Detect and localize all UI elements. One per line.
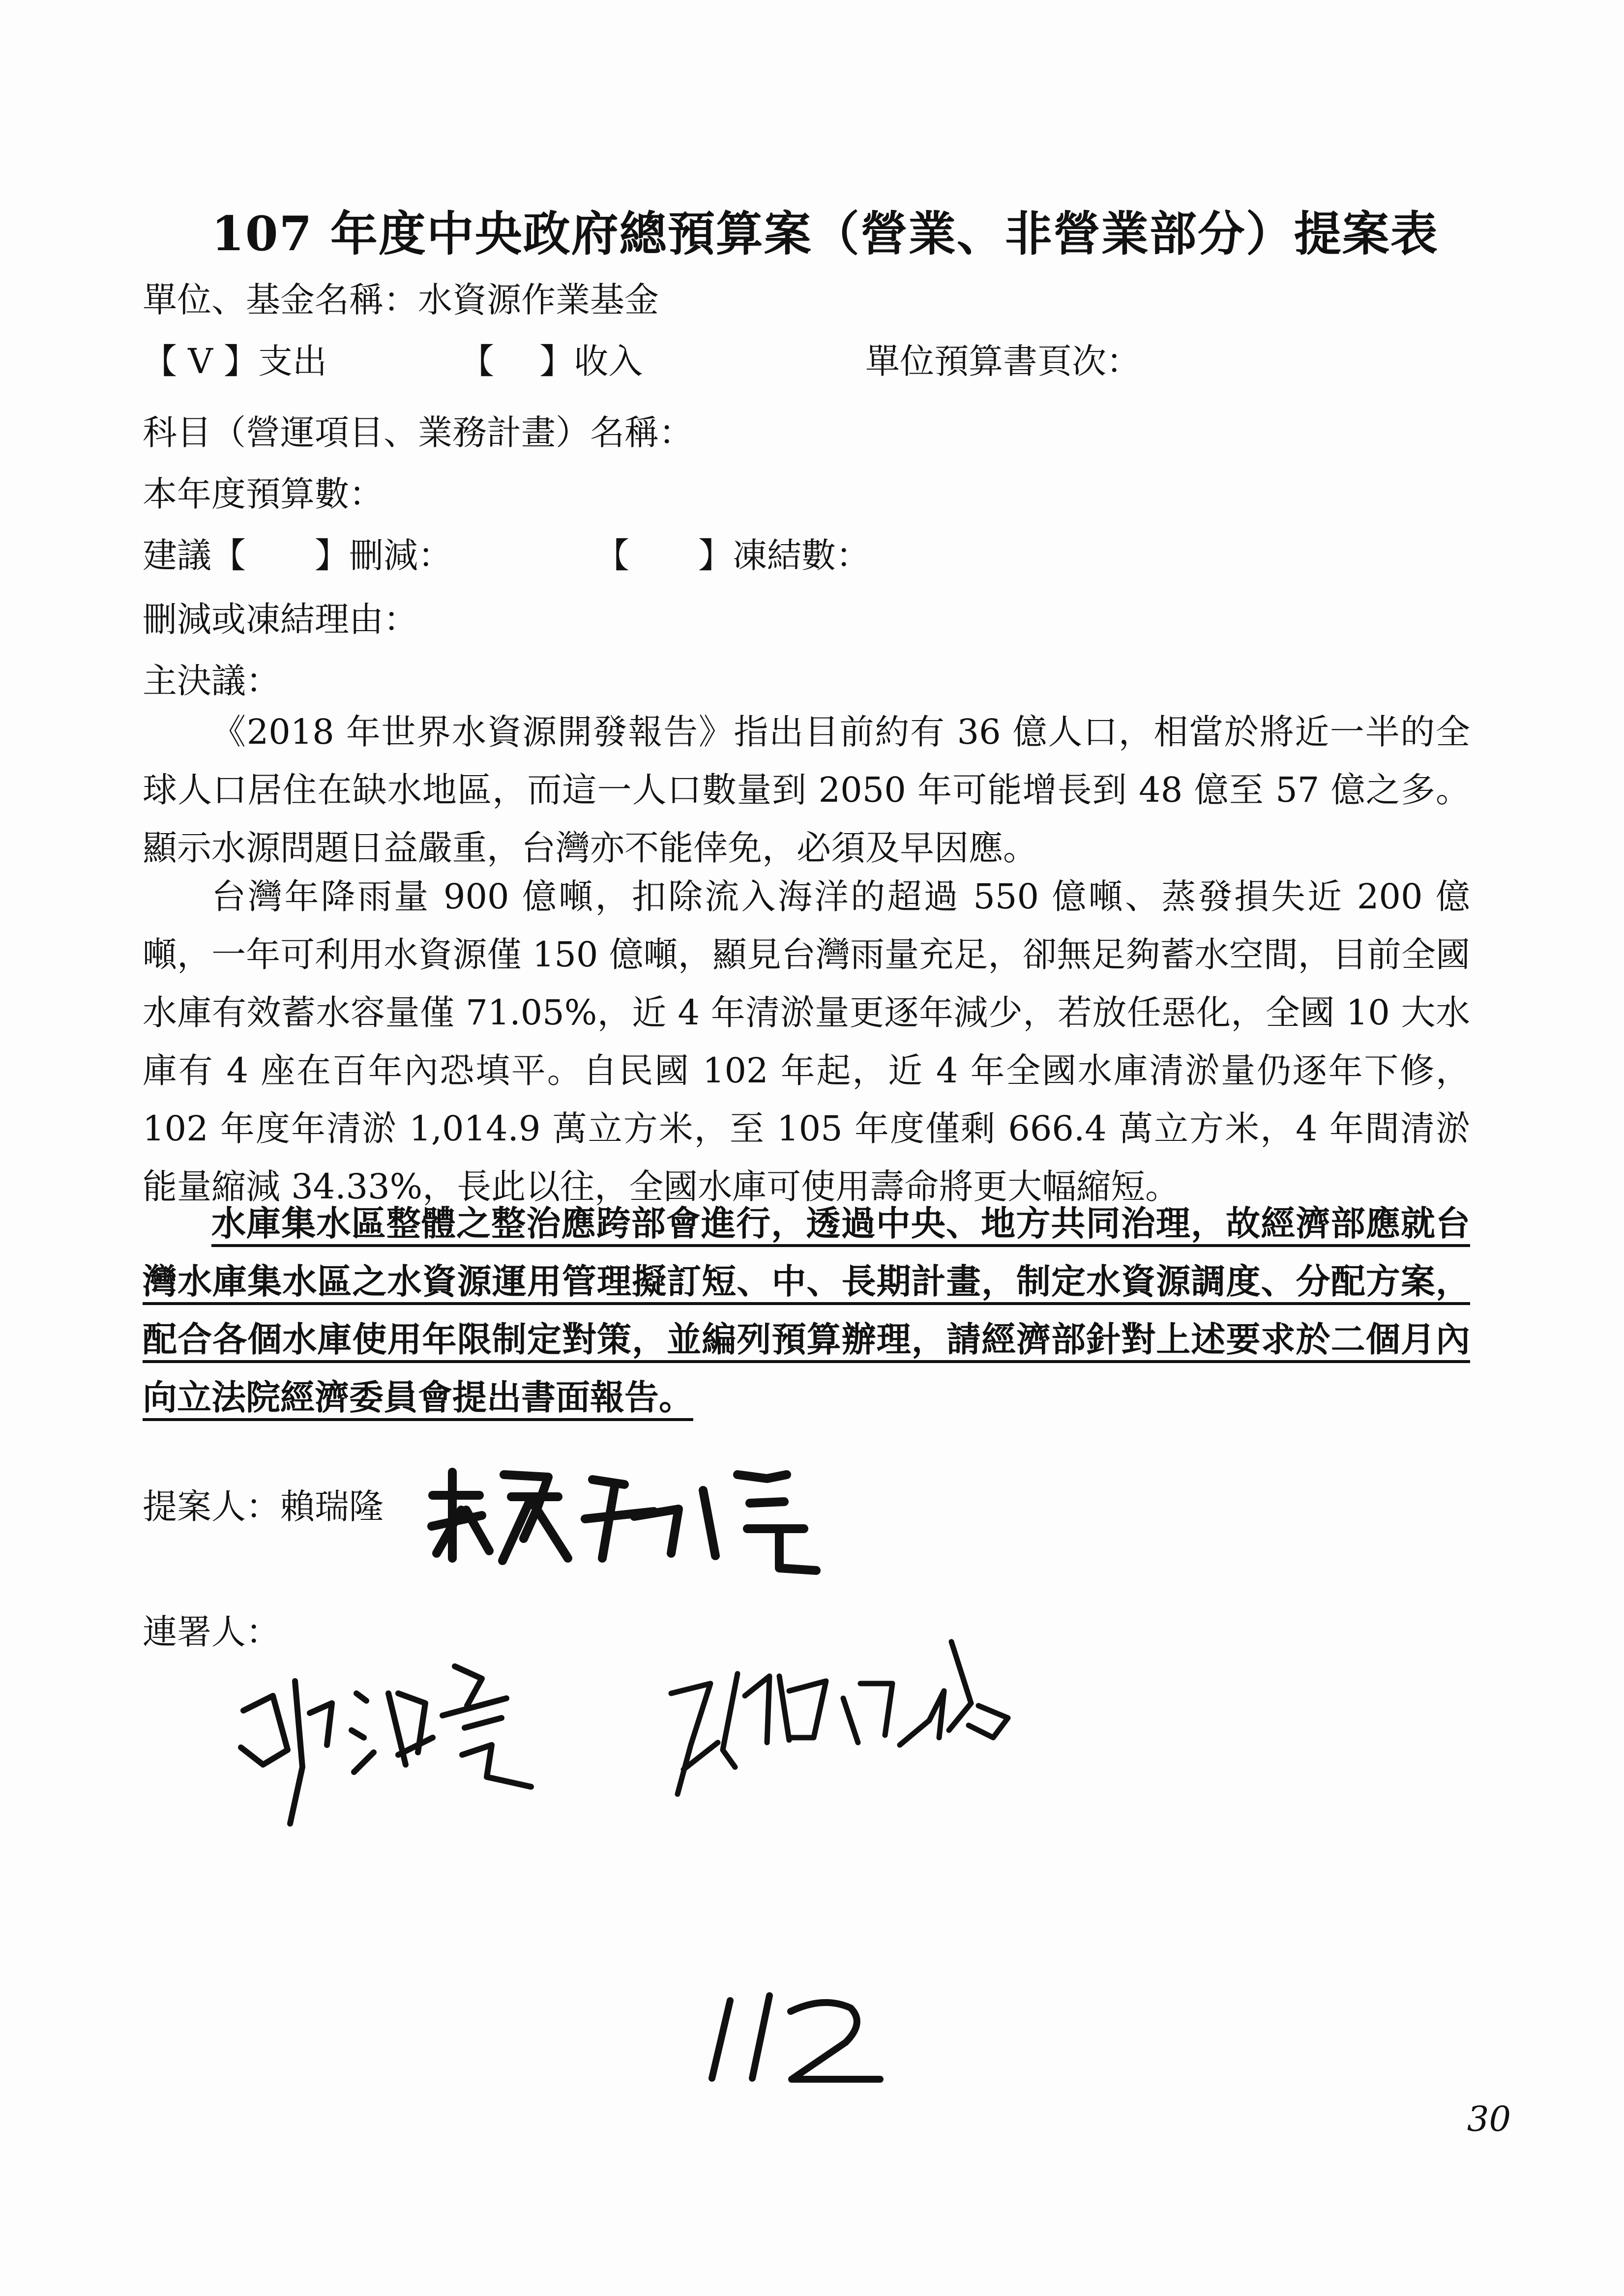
document-title: 107 年度中央政府總預算案（營業、非營業部分）提案表 — [211, 206, 1439, 262]
unit-fund-field: 單位、基金名稱：水資源作業基金 — [143, 280, 659, 320]
cosigner-signature-1 — [231, 1659, 551, 1846]
budget-page-field: 單位預算書頁次： — [865, 341, 1141, 381]
main-resolution-label: 主決議： — [143, 661, 280, 701]
cosigner-signature-2 — [664, 1637, 1023, 1824]
annual-budget-field: 本年度預算數： — [143, 474, 384, 514]
resolution-paragraph-3: 水庫集水區整體之整治應跨部會進行，透過中央、地方共同治理，故經濟部應就台灣水庫集水區之水資源運用管理擬訂短、中、長期計畫，制定水資源調度、分配方案，配合各個水庫使用年限制定對策，並編列預算辦理，請經濟部針對上述要求於二個月內向立法院經濟委員會提出書面報告。 — [143, 1203, 1470, 1418]
proposer-field: 提案人：賴瑞隆 — [143, 1486, 384, 1527]
reason-field: 刪減或凍結理由： — [143, 599, 418, 639]
page-number: 30 — [1467, 2099, 1511, 2139]
subject-name-field: 科目（營運項目、業務計畫）名稱： — [143, 412, 693, 453]
expense-option: 【 V 】支出 — [143, 341, 327, 381]
income-option: 【 】收入 — [460, 341, 643, 381]
handwritten-number-graphic — [703, 1986, 890, 2094]
proposer-signature — [423, 1455, 826, 1583]
freeze-amount-field: 【 】凍結數： — [595, 535, 870, 576]
suggest-cut-field: 建議【 】刪減： — [143, 535, 452, 576]
handwritten-page-marker — [703, 1986, 890, 2096]
resolution-paragraph-1: 《2018 年世界水資源開發報告》指出目前約有 36 億人口，相當於將近一半的全球人口居住在缺水地區，而這一人口數量到 2050 年可能增長到 48 億至 57 億之多。顯示水源問題日益嚴重，台灣亦不能倖免，必須及早因應。 — [143, 712, 1470, 868]
cosigners-field: 連署人： — [143, 1612, 280, 1652]
resolution-paragraph-2: 台灣年降雨量 900 億噸，扣除流入海洋的超過 550 億噸、蒸發損失近 200 億噸，一年可利用水資源僅 150 億噸，顯見台灣雨量充足，卻無足夠蓄水空間，目前全國水庫有效蓄水容量僅 71.05%，近 4 年清淤量更逐年減少，若放任惡化，全國 10 大水庫有 4 座在百年內恐填平。自民國 102 年起，近 4 年全國水庫清淤量仍逐年下修，102 年度年清淤 1,014.9 萬立方米，至 105 年度僅剩 666.4 萬立方米，4 年間清淤能量縮減 34.33%，長此以往，全國水庫可使用壽命將更大幅縮短。 — [143, 876, 1470, 1207]
